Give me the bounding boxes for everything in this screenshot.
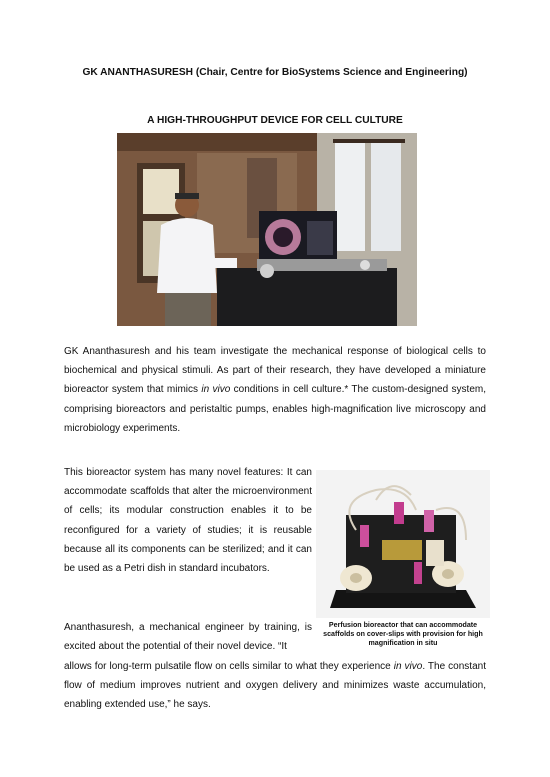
paragraph-quote-end [64, 657, 486, 715]
lab-photo-illustration [117, 133, 417, 326]
paragraph-intro [64, 342, 486, 438]
lab-photo [117, 133, 417, 326]
bioreactor-caption: Perfusion bioreactor that can accommodate scaffolds on cover-slips with provision for high magnification in situ [323, 621, 483, 647]
bioreactor-photo-illustration [316, 470, 490, 618]
paragraph-intro-text-a: GK Ananthasuresh and his team investigate the mechanical response of biological cells to biochemical and physical stimuli. As part of their research, they have developed a miniature bioreactor system that mimics [64, 346, 486, 396]
author-heading: GK ANANTHASURESH (Chair, Centre for BioSystems Science and Engineering) [82, 67, 468, 78]
paragraph-features: This bioreactor system has many novel features: It can accommodate scaffolds that alter the microenvironment of cells; its modular construction enables it to be reconfigured for a variety of studies; it is reusable because all its components can be sterilized; and it can be used as a Petri dish in standard incubators. [64, 467, 312, 575]
paragraph-quote-text-a: allows for long-term pulsatile flow on cells similar to what they experience [64, 661, 394, 672]
paragraph-intro-text-b: conditions in cell culture.* The custom-designed system, comprising bioreactors and peristaltic pumps, enables high-magnification live microscopy and microbiology experiments. [64, 384, 486, 434]
paragraph-quote-text-b: . The constant flow of medium improves nutrient and oxygen delivery and minimizes waste accumulation, enabling extended use,” he says. [64, 661, 486, 711]
bioreactor-photo [316, 470, 490, 618]
paragraph-intro-italic: in vivo [201, 384, 231, 396]
paragraph-quote-italic: in vivo [393, 661, 423, 672]
article-title: A HIGH-THROUGHPUT DEVICE FOR CELL CULTURE [147, 115, 403, 126]
paragraph-quote-start: Ananthasuresh, a mechanical engineer by training, is excited about the potential of their novel device. “It [64, 622, 312, 653]
